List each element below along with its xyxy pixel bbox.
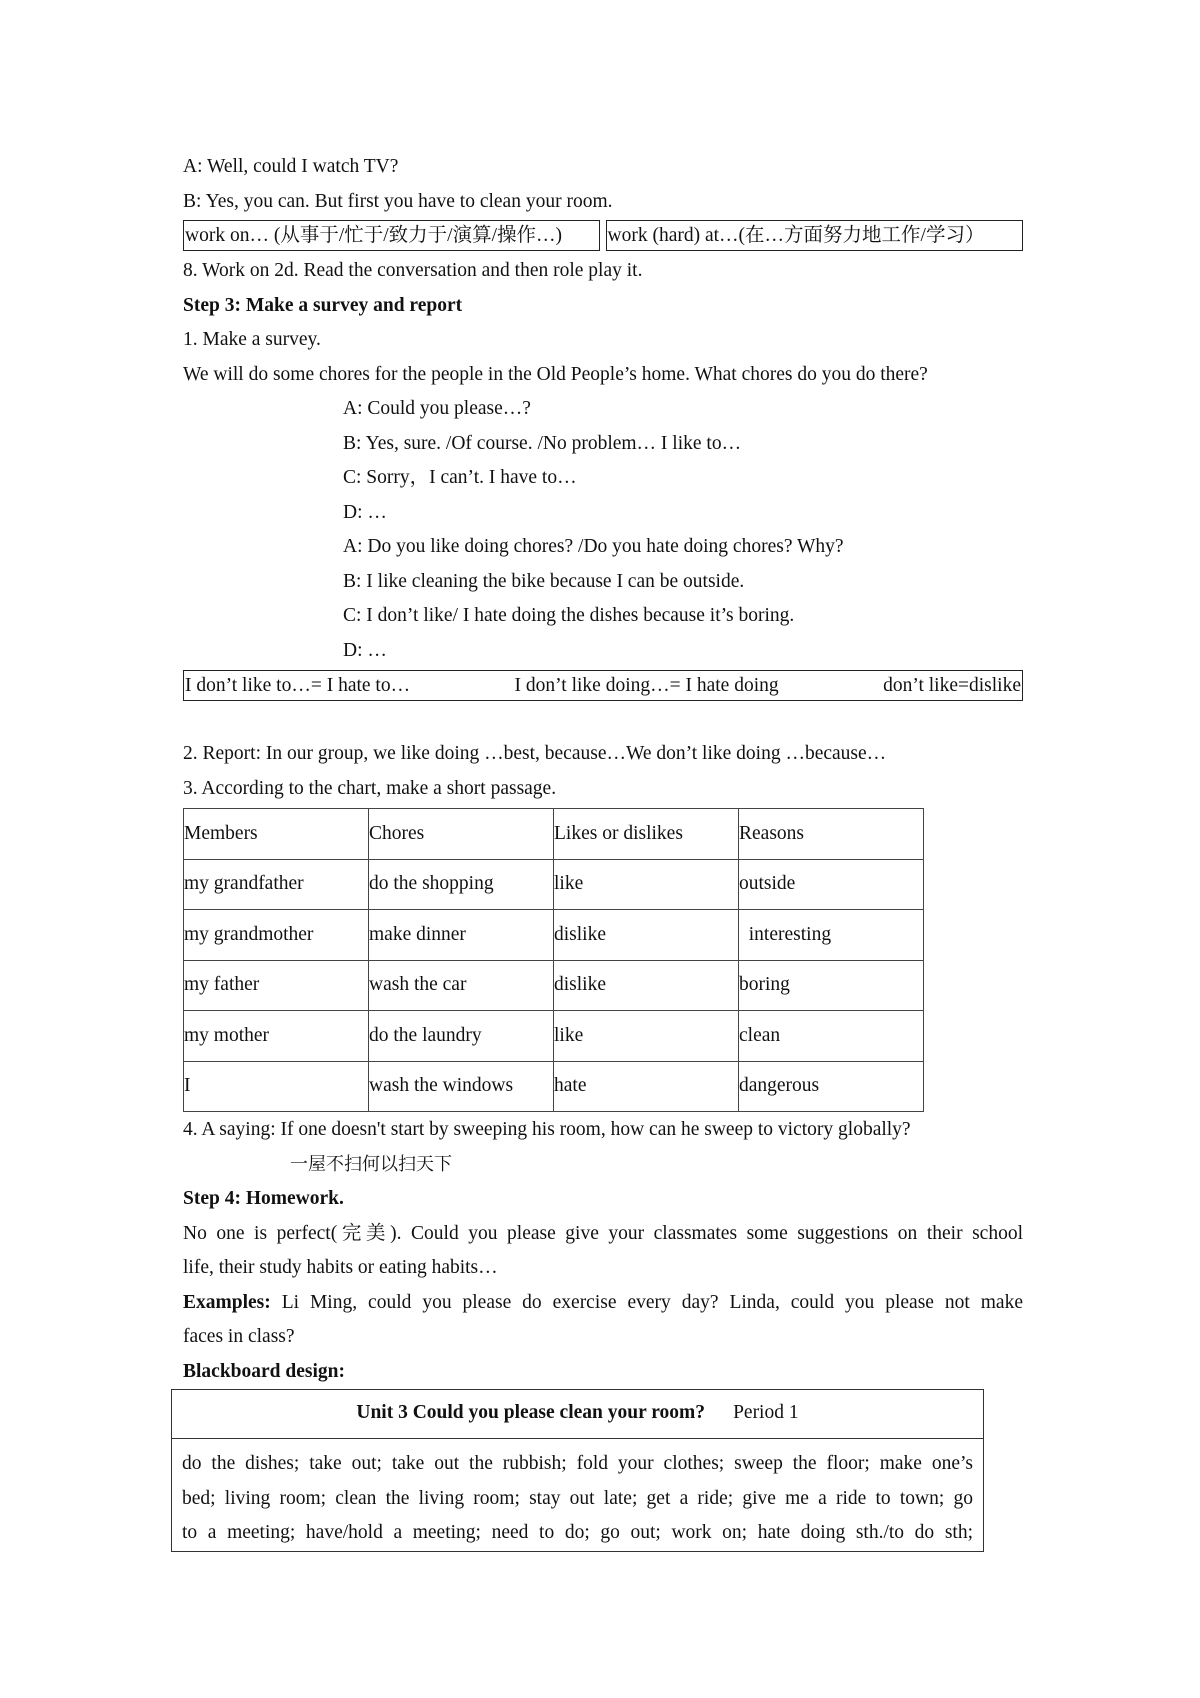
step-heading: Step 3: Make a survey and report [183,294,463,316]
table-header: Chores [369,809,554,860]
step-heading: Step 4: Homework. [183,1188,344,1209]
table-cell: hate [554,1061,739,1112]
table-cell: do the laundry [369,1011,554,1062]
blackboard-content [172,1439,983,1551]
table-cell: dangerous [739,1061,924,1112]
table-header: Likes or dislikes [554,809,739,860]
phrase-boxes [183,220,1023,251]
table-cell: my grandfather [184,859,369,910]
blackboard-period: Period 1 [733,1402,799,1423]
table-header-row [184,809,924,860]
grammar-note: I don’t like doing…= I hate doing [514,675,779,696]
dialogue-line: B: Yes, you can. But first you have to clean your room. [183,190,613,212]
table-cell: my mother [184,1011,369,1062]
phrase-box-work-on: work on… (从事于/忙于/致力于/演算/操作…) [183,220,600,251]
table-cell: make dinner [369,910,554,961]
saying-line: 4. A saying: If one doesn't start by sweeping his room, how can he sweep to victory globally? [183,1119,911,1140]
table-cell: boring [739,960,924,1011]
report-line: 2. Report: In our group, we like doing …best, because…We don’t like doing …because… [183,743,887,764]
table-cell: interesting [739,910,924,961]
instruction-line: 1. Make a survey. [183,329,321,350]
dialogue-line: C: Sorry，I can’t. I have to… [343,467,577,488]
blackboard-title-row [172,1390,983,1439]
grammar-note-box [183,670,1023,701]
blackboard-heading: Blackboard design: [183,1360,345,1382]
table-row [184,910,924,961]
table-header: Reasons [739,809,924,860]
document-page [183,150,1023,1389]
table-cell: I [184,1061,369,1112]
blackboard-design-box [171,1389,984,1552]
dialogue-line: B: Yes, sure. /Of course. /No problem… I like to… [343,432,742,454]
blackboard-line: bed; living room; clean the living room; stay out late; get a ride; give me a ride to town; go [182,1487,973,1509]
table-cell: do the shopping [369,859,554,910]
blackboard-line: do the dishes; take out; take out the rubbish; fold your clothes; sweep the floor; make one’s [182,1453,973,1474]
examples-text: Li Ming, could you please do exercise every day? Linda, could you please not make [270,1291,1023,1313]
table-cell: wash the car [369,960,554,1011]
table-cell: like [554,859,739,910]
dialogue-line: D: … [343,639,387,661]
examples-line: faces in class? [183,1326,295,1347]
table-cell: like [554,1011,739,1062]
table-cell: dislike [554,960,739,1011]
dialogue-line: A: Do you like doing chores? /Do you hate doing chores? Why? [343,536,844,557]
table-cell: my grandmother [184,910,369,961]
phrase-box-work-hard: work (hard) at…(在…方面努力地工作/学习） [606,220,1024,251]
homework-line: life, their study habits or eating habits… [183,1257,498,1278]
examples-label: Examples: [183,1291,271,1313]
table-cell: wash the windows [369,1061,554,1112]
table-row [184,859,924,910]
table-cell: clean [739,1011,924,1062]
dialogue-line: C: I don’t like/ I hate doing the dishes because it’s boring. [343,605,795,626]
dialogue-line: A: Could you please…? [343,398,531,419]
grammar-note: don’t like=dislike [883,675,1021,696]
survey-intro: We will do some chores for the people in the Old People’s home. What chores do you do there? [183,363,928,385]
table-cell: dislike [554,910,739,961]
dialogue-line: A: Well, could I watch TV? [183,156,399,177]
blackboard-title: Unit 3 Could you please clean your room? [356,1402,706,1423]
table-row [184,1061,924,1112]
blackboard-line: to a meeting; have/hold a meeting; need to do; go out; work on; hate doing sth./to do sth; [182,1522,973,1543]
homework-line: No one is perfect(完美). Could you please give your classmates some suggestions on their school [183,1222,1023,1244]
dialogue-line: B: I like cleaning the bike because I can be outside. [343,570,745,592]
examples-line [183,1286,1023,1321]
table-header: Members [184,809,369,860]
chores-table [183,808,924,1112]
instruction-line: 3. According to the chart, make a short passage. [183,777,557,799]
table-row [184,960,924,1011]
instruction-line: 8. Work on 2d. Read the conversation and then role play it. [183,260,643,281]
dialogue-line: D: … [343,501,387,523]
table-cell: outside [739,859,924,910]
grammar-note: I don’t like to…= I hate to… [185,675,411,696]
saying-chinese: 一屋不扫何以扫天下 [290,1153,452,1175]
table-row [184,1011,924,1062]
table-cell: my father [184,960,369,1011]
